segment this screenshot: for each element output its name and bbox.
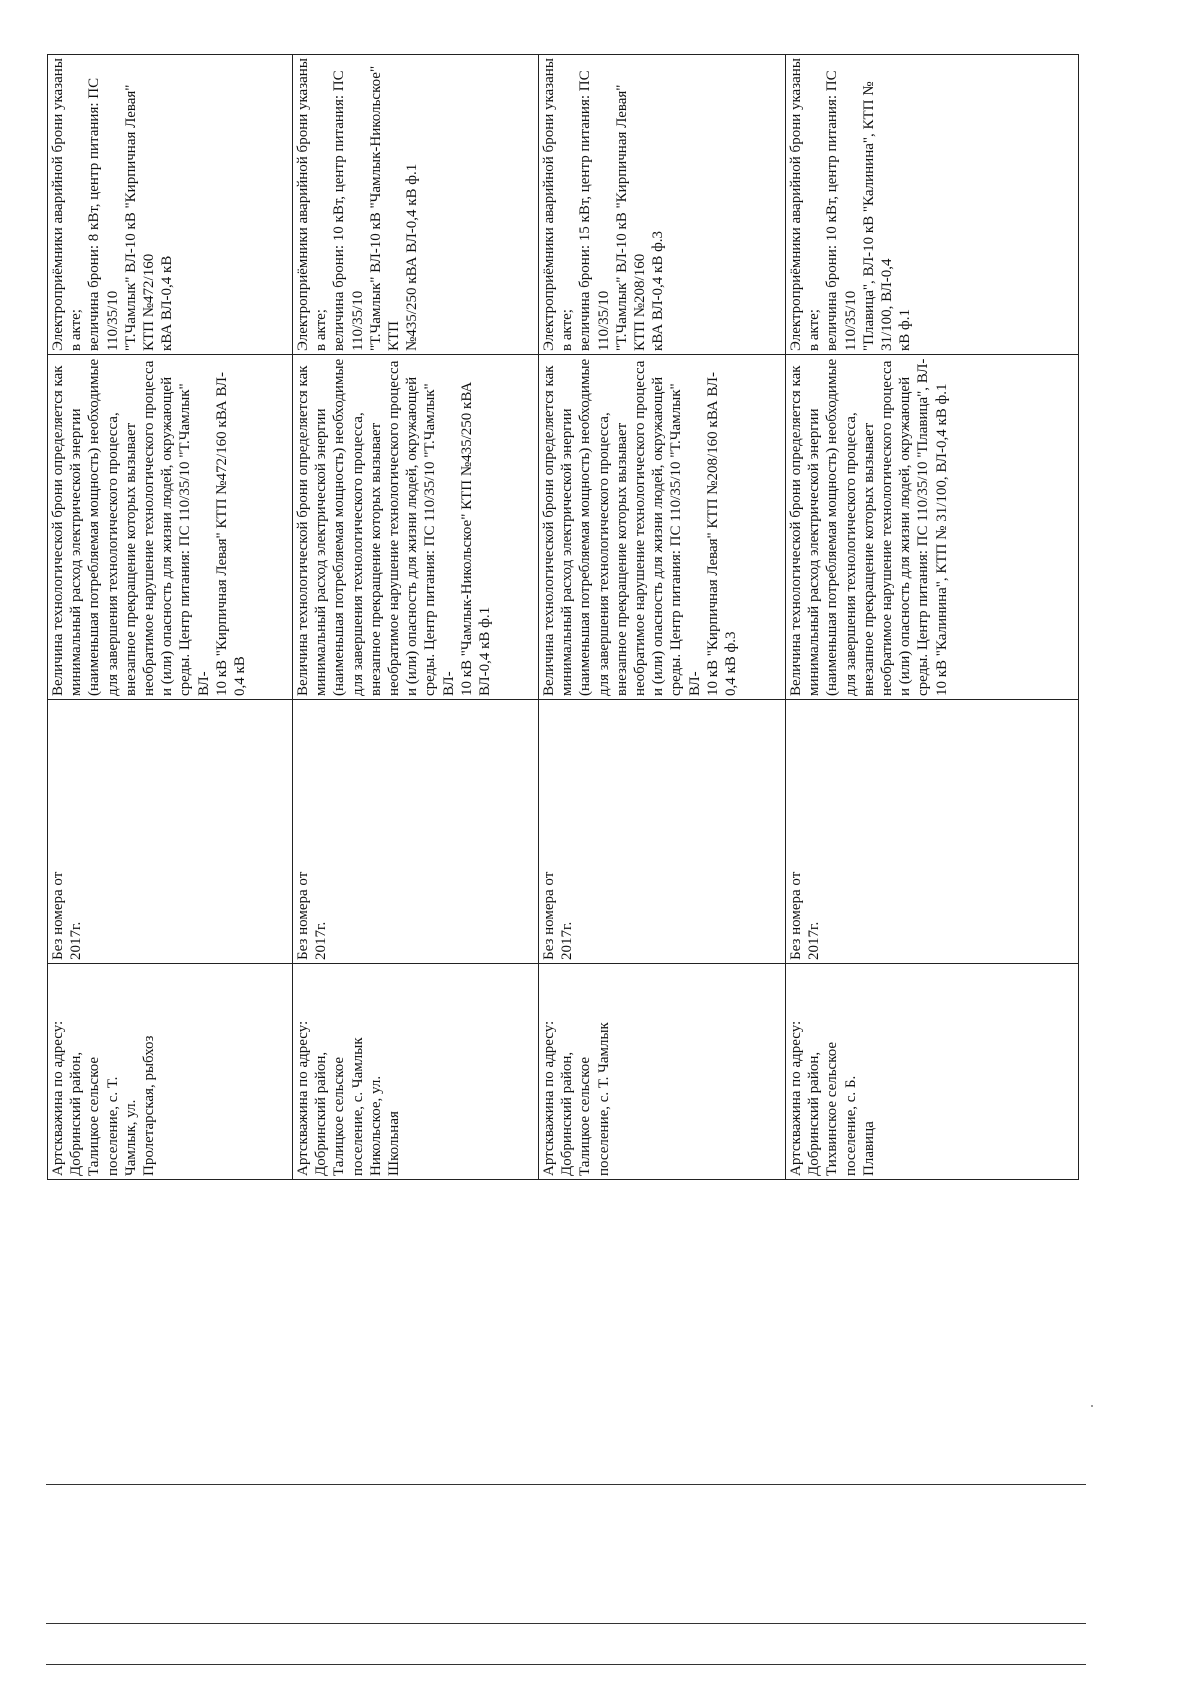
emergency-reserve-text: Электроприёмники аварийной брони указаны в акте; величина брони: 15 кВт, центр питания: ПС 110/35/10 "Т.Чамлык" ВЛ-10 кВ "Кирпичная Левая" КТП №208/160 кВА ВЛ-0,4 кВ ф.3 [541, 58, 667, 351]
technological-reserve-cell [48, 355, 293, 700]
technological-reserve-text: Величина технологической брони определяется как минимальный расход электрической энергии (наименьшая потребляемая мощность) необходимые для завершения технологического процесса, внезапное прекращение которых вызывает необратимое нарушение технологического процесса и (или) опасность для жизни людей, окружающей среды. Центр питания: ПС 110/35/10 "Т.Чамлык" ВЛ- 10 кВ "Чамлык-Никольское" КТП №435/250 кВА ВЛ-0,4 кВ ф.1 [295, 358, 494, 696]
technological-reserve-cell [539, 355, 786, 700]
act-number-text: Без номера от 2017г. [788, 871, 823, 960]
act-number-cell [48, 700, 293, 964]
reservation-table [47, 54, 1079, 1180]
technological-reserve-text: Величина технологической брони определяется как минимальный расход электрической энергии (наименьшая потребляемая мощность) необходимые для завершения технологического процесса, внезапное прекращение которых вызывает необратимое нарушение технологического процесса и (или) опасность для жизни людей, окружающей среды. Центр питания: ПС 110/35/10 "Т.Чамлык" ВЛ- 10 кВ "Кирпичная Левая" КТП №472/160 кВА ВЛ- 0,4 кВ [50, 358, 249, 696]
object-address-cell [48, 964, 293, 1180]
object-address-text: Артскважина по адресу: Добринский район, Тихвинское сельское поселение, с. Б. Плавица [788, 1020, 877, 1176]
act-number-text: Без номера от 2017г. [541, 871, 576, 960]
act-number-text: Без номера от 2017г. [50, 871, 85, 960]
emergency-reserve-cell [786, 55, 1079, 355]
table-row [48, 55, 293, 1180]
scan-speck [1091, 1405, 1093, 1407]
object-address-cell [539, 964, 786, 1180]
object-address-text: Артскважина по адресу: Добринский район, Талицкое сельское поселение, с. Т. Чамлык [541, 1020, 612, 1176]
table-row [539, 55, 786, 1180]
horizontal-rule [46, 1623, 1086, 1624]
object-address-cell [293, 964, 539, 1180]
table-row [293, 55, 539, 1180]
object-address-text: Артскважина по адресу: Добринский район, Талицкое сельское поселение, с. Т. Чамлык, ул. Пролетарская, рыбхоз [50, 1020, 158, 1176]
emergency-reserve-text: Электроприёмники аварийной брони указаны в акте; величина брони: 10 кВт, центр питания: ПС 110/35/10 "Т.Чамлык" ВЛ-10 кВ "Чамлык-Никольское" КТП №435/250 кВА ВЛ-0,4 кВ ф.1 [295, 58, 421, 351]
horizontal-rule [46, 1484, 1086, 1485]
act-number-text: Без номера от 2017г. [295, 871, 330, 960]
object-address-text: Артскважина по адресу: Добринский район, Талицкое сельское поселение, с. Чамлык Никольское, ул. Школьная [295, 1020, 403, 1176]
emergency-reserve-cell [48, 55, 293, 355]
act-number-cell [786, 700, 1079, 964]
rotated-table-page [47, 55, 1078, 1180]
act-number-cell [293, 700, 539, 964]
emergency-reserve-text: Электроприёмники аварийной брони указаны в акте; величина брони: 10 кВт, центр питания: ПС 110/35/10 "Плавица", ВЛ-10 кВ "Калинина", КТП № 31/100, ВЛ-0,4 кВ ф.1 [788, 58, 914, 351]
technological-reserve-cell [293, 355, 539, 700]
horizontal-rule [46, 1664, 1086, 1665]
emergency-reserve-text: Электроприёмники аварийной брони указаны в акте; величина брони: 8 кВт, центр питания: ПС 110/35/10 "Т.Чамлык" ВЛ-10 кВ "Кирпичная Левая" КТП №472/160 кВА ВЛ-0,4 кВ [50, 58, 176, 351]
emergency-reserve-cell [539, 55, 786, 355]
technological-reserve-text: Величина технологической брони определяется как минимальный расход электрической энергии (наименьшая потребляемая мощность) необходимые для завершения технологического процесса, внезапное прекращение которых вызывает необратимое нарушение технологического процесса и (или) опасность для жизни людей, окружающей среды. Центр питания: ПС 110/35/10 "Плавица", ВЛ- 10 кВ "Калинина", КТП № 31/100, ВЛ-0,4 кВ ф.1 [788, 358, 950, 696]
technological-reserve-cell [786, 355, 1079, 700]
technological-reserve-text: Величина технологической брони определяется как минимальный расход электрической энергии (наименьшая потребляемая мощность) необходимые для завершения технологического процесса, внезапное прекращение которых вызывает необратимое нарушение технологического процесса и (или) опасность для жизни людей, окружающей среды. Центр питания: ПС 110/35/10 "Т.Чамлык" ВЛ- 10 кВ "Кирпичная Левая" КТП №208/160 кВА ВЛ- 0,4 кВ ф.3 [541, 358, 740, 696]
emergency-reserve-cell [293, 55, 539, 355]
object-address-cell [786, 964, 1079, 1180]
table-row [786, 55, 1079, 1180]
act-number-cell [539, 700, 786, 964]
